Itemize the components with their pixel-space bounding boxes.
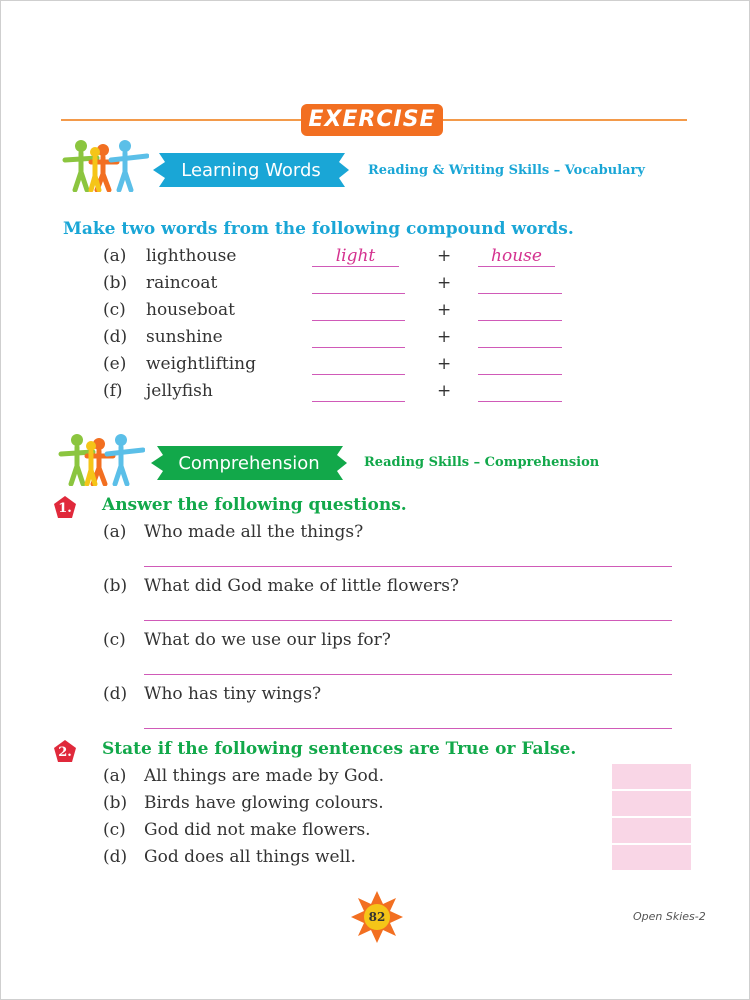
compound-word: houseboat <box>146 300 236 320</box>
item-label: (a) <box>103 766 127 786</box>
compound-word: jellyfish <box>146 381 213 401</box>
item-label: (c) <box>103 300 126 320</box>
learning-words-banner <box>149 151 353 189</box>
item-label: (d) <box>103 327 128 347</box>
vocab-row-c <box>1 300 749 326</box>
item-label: (e) <box>103 354 127 374</box>
item-label: (a) <box>103 522 127 542</box>
item-label: (b) <box>103 273 128 293</box>
item-label: (f) <box>103 381 123 401</box>
vocab-row-e <box>1 354 749 380</box>
answer-blank-1[interactable] <box>312 273 405 294</box>
plus-sign: + <box>437 300 452 320</box>
comprehension-title: Comprehension <box>178 452 320 474</box>
question-text: Who made all the things? <box>144 522 364 542</box>
statement-text: God does all things well. <box>144 847 356 867</box>
true-false-box-d[interactable] <box>612 845 691 870</box>
item-label: (c) <box>103 630 126 650</box>
header-rule-left <box>61 119 301 121</box>
compound-word: weightlifting <box>146 354 256 374</box>
question-1-number: 1. <box>58 501 72 516</box>
vocab-row-b <box>1 273 749 299</box>
page-number: 82 <box>368 910 386 924</box>
question-2-instruction: State if the following sentences are True or False. <box>102 739 577 759</box>
answer-blank-2[interactable] <box>478 327 562 348</box>
learning-words-title: Learning Words <box>181 159 321 181</box>
answer-blank-1[interactable] <box>312 381 405 402</box>
question-text: What do we use our lips for? <box>144 630 391 650</box>
answer-blank-2[interactable] <box>478 381 562 402</box>
true-false-box-b[interactable] <box>612 791 691 816</box>
true-false-box-a[interactable] <box>612 764 691 789</box>
compound-word: lighthouse <box>146 246 237 266</box>
question-2-number: 2. <box>58 745 72 760</box>
plus-sign: + <box>437 381 452 401</box>
item-label: (a) <box>103 246 127 266</box>
vocabulary-instruction: Make two words from the following compound words. <box>63 219 574 239</box>
answer-blank-2[interactable] <box>478 273 562 294</box>
plus-sign: + <box>437 246 452 266</box>
book-title-footer: Open Skies-2 <box>633 910 706 923</box>
item-label: (b) <box>103 793 128 813</box>
comprehension-skill-label: Reading Skills – Comprehension <box>364 455 600 470</box>
answer-blank-1[interactable] <box>312 300 405 321</box>
question-text: Who has tiny wings? <box>144 684 322 704</box>
item-label: (d) <box>103 847 128 867</box>
answer-blank-1[interactable]: light <box>312 246 399 267</box>
plus-sign: + <box>437 354 452 374</box>
answer-blank-2[interactable] <box>478 300 562 321</box>
answer-line-1b[interactable] <box>144 620 672 621</box>
item-label: (c) <box>103 820 126 840</box>
item-label: (d) <box>103 684 128 704</box>
statement-text: God did not make flowers. <box>144 820 371 840</box>
comprehension-banner <box>147 444 351 482</box>
statement-text: Birds have glowing colours. <box>144 793 384 813</box>
exercise-badge: EXERCISE <box>301 104 443 136</box>
answer-blank-1[interactable] <box>312 354 405 375</box>
answer-line-1a[interactable] <box>144 566 672 567</box>
plus-sign: + <box>437 273 452 293</box>
children-group-icon <box>61 138 149 192</box>
answer-line-1d[interactable] <box>144 728 672 729</box>
answer-blank-2[interactable]: house <box>478 246 555 267</box>
answer-blank-1[interactable] <box>312 327 405 348</box>
compound-word: raincoat <box>146 273 218 293</box>
compound-word: sunshine <box>146 327 223 347</box>
question-1-instruction: Answer the following questions. <box>102 495 407 515</box>
vocab-row-d <box>1 327 749 353</box>
statement-text: All things are made by God. <box>144 766 385 786</box>
vocab-row-a <box>1 246 749 272</box>
vocab-row-f <box>1 381 749 407</box>
vocabulary-skill-label: Reading & Writing Skills – Vocabulary <box>368 163 645 178</box>
header-rule-right <box>443 119 687 121</box>
plus-sign: + <box>437 327 452 347</box>
answer-blank-2[interactable] <box>478 354 562 375</box>
question-text: What did God make of little flowers? <box>144 576 460 596</box>
children-group-icon <box>57 432 145 486</box>
answer-line-1c[interactable] <box>144 674 672 675</box>
item-label: (b) <box>103 576 128 596</box>
true-false-box-c[interactable] <box>612 818 691 843</box>
